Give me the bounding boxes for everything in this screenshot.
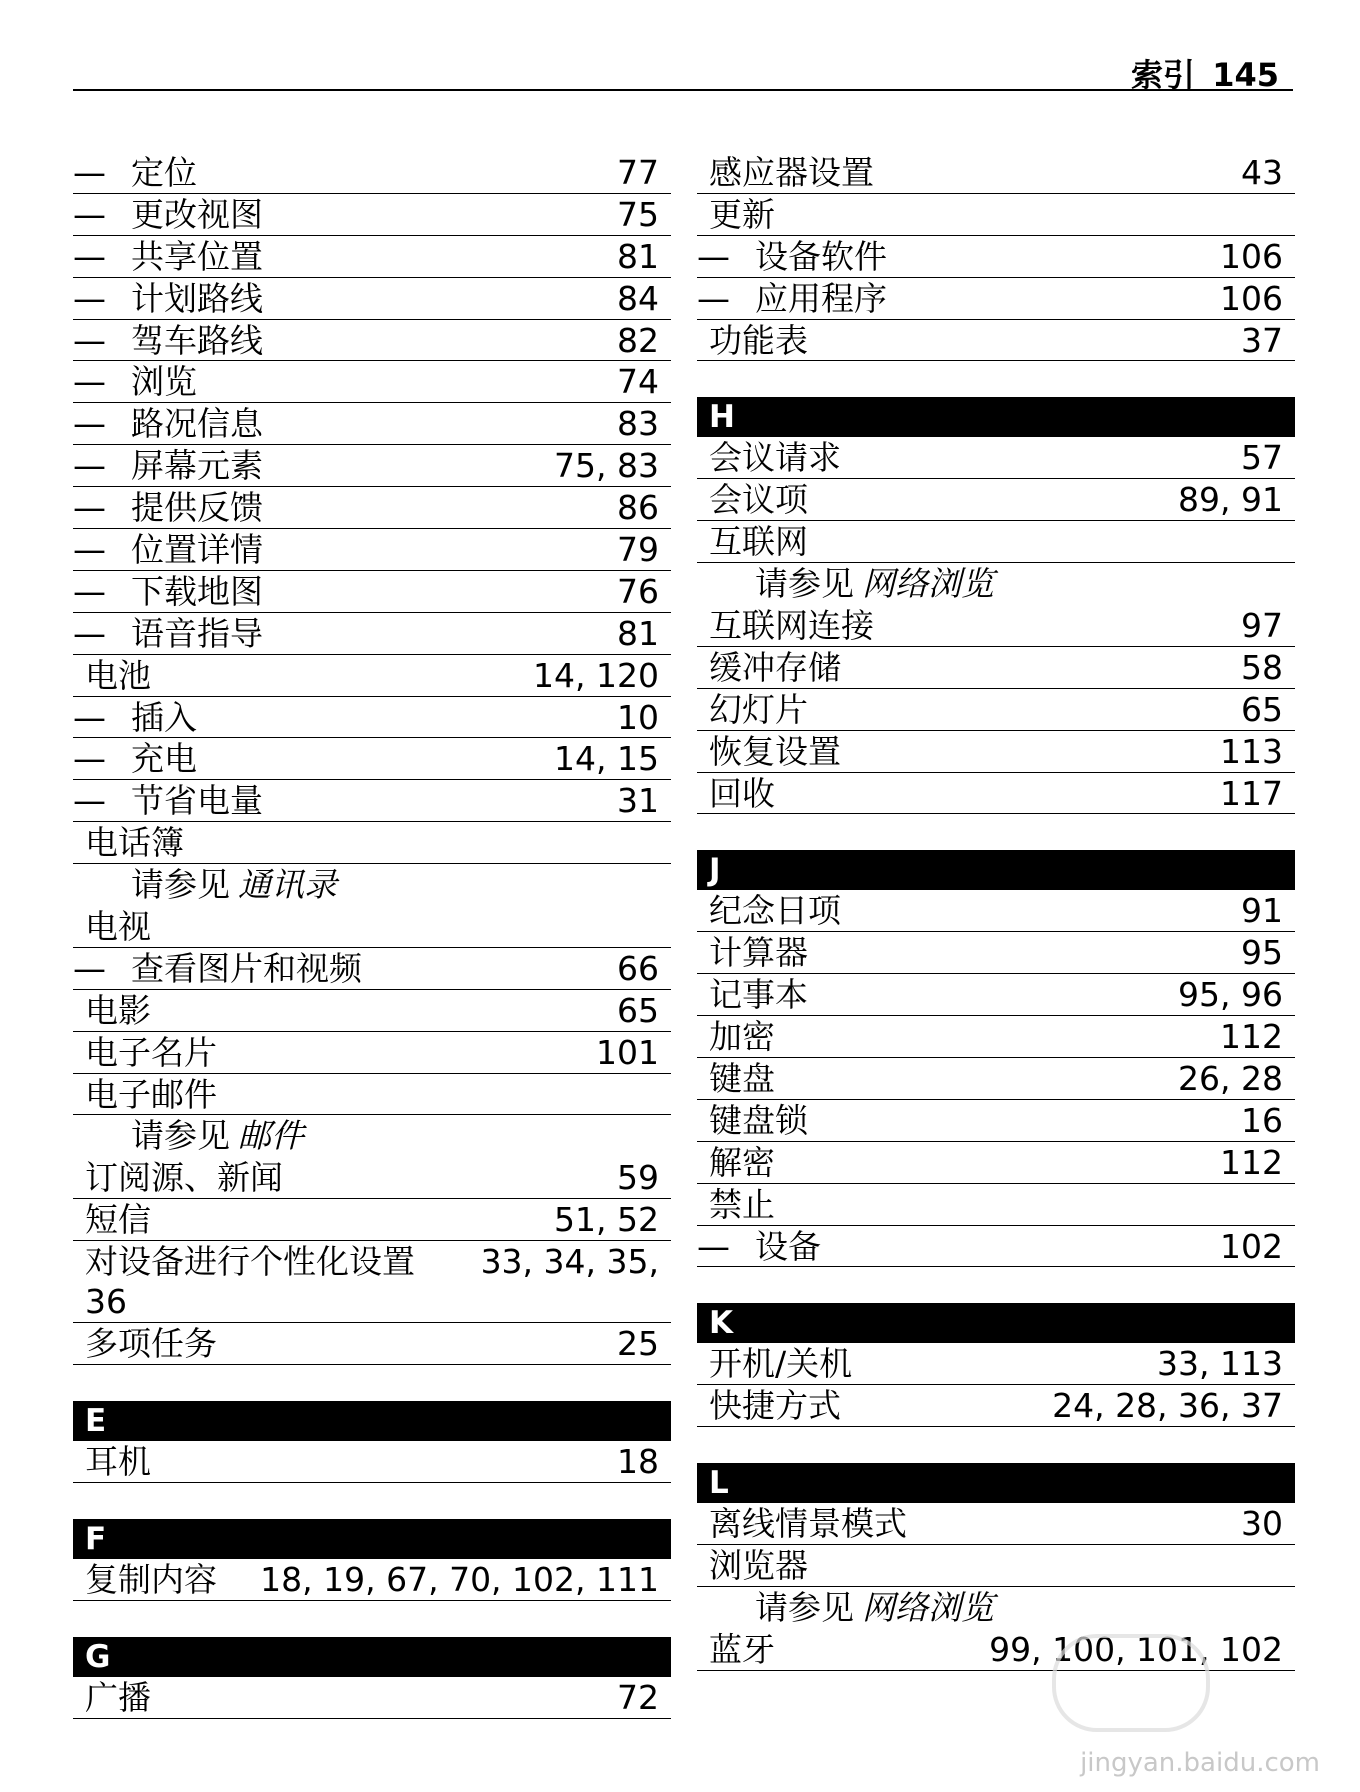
- entry-pages: 58: [1241, 647, 1283, 687]
- entry-term: [73, 738, 197, 779]
- index-subentry: [73, 152, 671, 194]
- entry-term-text: 感应器设置: [709, 153, 874, 192]
- entry-term-text: 禁止: [709, 1184, 775, 1224]
- entry-term-text: 屏幕元素: [131, 446, 263, 486]
- entry-term-text: 查看图片和视频: [131, 948, 362, 988]
- entry-term-text: 幻灯片: [709, 689, 808, 729]
- entry-term-text: 位置详情: [131, 530, 263, 570]
- entry-pages: 77: [617, 153, 659, 192]
- entry-term: [85, 1032, 217, 1073]
- entry-term-text: 节省电量: [131, 781, 263, 821]
- entry-term-text: 互联网: [709, 522, 808, 562]
- subentry-dash: —: [73, 530, 106, 570]
- subentry-dash: —: [73, 739, 106, 779]
- entry-pages: 57: [1241, 438, 1283, 478]
- entry-term: [709, 437, 841, 478]
- see-also-reference: 网络浏览: [862, 1588, 994, 1628]
- entry-term-text: 电池: [85, 655, 151, 695]
- entry-term: [131, 864, 337, 905]
- entry-term-text: 蓝牙: [709, 1629, 775, 1669]
- entry-term-text: 加密: [709, 1017, 775, 1057]
- entry-term-text: 请参见: [131, 1116, 230, 1156]
- index-entry: [697, 1385, 1295, 1427]
- entry-pages: 99, 100, 101, 102: [989, 1629, 1283, 1669]
- entry-term-text: 会议项: [709, 480, 808, 520]
- subentry-dash: —: [73, 446, 106, 486]
- entry-term: [85, 1199, 151, 1240]
- entry-pages: 16: [1241, 1100, 1283, 1140]
- index-subentry: [73, 320, 671, 362]
- entry-pages: 65: [1241, 689, 1283, 729]
- entry-term-text: 浏览器: [709, 1546, 808, 1586]
- entry-term-text: 共享位置: [131, 236, 263, 276]
- entry-term-text: 多项任务: [85, 1324, 217, 1364]
- entry-term: [85, 655, 151, 696]
- subentry-dash: —: [697, 1226, 730, 1266]
- index-subentry: [73, 194, 671, 236]
- entry-pages: 95: [1241, 933, 1283, 973]
- subentry-dash: —: [697, 236, 730, 276]
- see-also-entry: [73, 1115, 671, 1157]
- entry-pages: 106: [1220, 236, 1283, 276]
- index-entry: [73, 655, 671, 697]
- index-entry: [73, 1559, 671, 1601]
- entry-pages: 75, 83: [554, 446, 659, 486]
- entry-term: [85, 822, 184, 863]
- entry-term-text: 计算器: [709, 933, 808, 973]
- entry-term: [73, 571, 263, 612]
- entry-term: [73, 361, 197, 402]
- watermark-text: jingyan.baidu.com: [1080, 1748, 1320, 1778]
- entry-term: [709, 1016, 775, 1057]
- index-entry: [73, 822, 671, 864]
- entry-term: [709, 731, 841, 772]
- entry-term: [73, 613, 263, 654]
- watermark-logo: [1052, 1634, 1210, 1732]
- entry-term-text: 定位: [131, 153, 197, 192]
- entry-term-text: 设备: [755, 1226, 821, 1266]
- index-entry: [73, 1441, 671, 1483]
- index-entry: [697, 605, 1295, 647]
- index-entry: [697, 1545, 1295, 1587]
- entry-pages: 101: [596, 1032, 659, 1072]
- entry-term: [73, 697, 197, 738]
- index-entry: [697, 479, 1295, 521]
- entry-pages: 75: [617, 194, 659, 234]
- index-entry: [73, 1074, 671, 1116]
- subentry-dash: —: [73, 948, 106, 988]
- entry-pages: 95, 96: [1178, 975, 1283, 1015]
- entry-term: [755, 563, 994, 604]
- entry-pages: 86: [617, 488, 659, 528]
- entry-term-text: 耳机: [85, 1442, 151, 1482]
- index-entry: [697, 1100, 1295, 1142]
- entry-pages: 14, 120: [533, 655, 659, 695]
- entry-term-text: 电话簿: [85, 823, 184, 863]
- index-subentry: [697, 278, 1295, 320]
- entry-term-text: 会议请求: [709, 438, 841, 478]
- entry-term: [709, 1343, 852, 1384]
- entry-term-text: 请参见: [755, 1588, 854, 1628]
- entry-pages: 18, 19, 67, 70, 102, 111: [260, 1559, 659, 1599]
- entry-term: [73, 487, 263, 528]
- index-entry: [73, 906, 671, 948]
- entry-term-text: 键盘锁: [709, 1100, 808, 1140]
- entry-term-text: 下载地图: [131, 571, 263, 611]
- index-entry: [73, 1157, 671, 1199]
- entry-pages: 65: [617, 990, 659, 1030]
- index-entry: [73, 1241, 671, 1323]
- entry-term-text: 恢复设置: [709, 731, 841, 771]
- subentry-dash: —: [73, 404, 106, 444]
- index-column-right: [697, 152, 1295, 1671]
- index-subentry: [73, 738, 671, 780]
- page-title: [1125, 50, 1279, 96]
- subentry-dash: —: [73, 236, 106, 276]
- subentry-dash: —: [73, 781, 106, 821]
- entry-pages: 30: [1241, 1504, 1283, 1544]
- entry-term-text: 提供反馈: [131, 488, 263, 528]
- entry-term: [73, 529, 263, 570]
- entry-term: [709, 647, 841, 688]
- entry-term: [73, 236, 263, 277]
- entry-term-text: 复制内容: [85, 1559, 217, 1599]
- index-subentry: [73, 571, 671, 613]
- entry-term: [709, 1503, 907, 1544]
- index-subentry: [73, 403, 671, 445]
- index-entry: [697, 521, 1295, 563]
- index-subentry: [73, 780, 671, 822]
- entry-term: [709, 320, 808, 361]
- entry-term-text: 开机/关机: [709, 1344, 853, 1384]
- see-also-entry: [697, 563, 1295, 605]
- entry-term: [709, 194, 775, 235]
- index-subentry: [73, 361, 671, 403]
- entry-pages: 82: [617, 320, 659, 360]
- index-subentry: [73, 613, 671, 655]
- index-entry: [697, 731, 1295, 773]
- index-entry: [73, 1032, 671, 1074]
- section-letter-band: F: [73, 1519, 671, 1559]
- subentry-dash: —: [73, 697, 106, 737]
- see-also-entry: [73, 864, 671, 906]
- section-letter-band: G: [73, 1637, 671, 1677]
- entry-term: [709, 974, 808, 1015]
- subentry-dash: —: [73, 362, 106, 402]
- entry-term: [85, 1074, 217, 1115]
- entry-term-text: 短信: [85, 1200, 151, 1240]
- entry-term: [73, 278, 263, 319]
- index-title: 索引: [1131, 56, 1196, 94]
- entry-term-text: 更新: [709, 194, 775, 234]
- entry-pages: 112: [1220, 1142, 1283, 1182]
- entry-term-text: 缓冲存储: [709, 647, 841, 687]
- index-entry: [73, 990, 671, 1032]
- index-entry: [73, 1323, 671, 1365]
- entry-term-text: 插入: [131, 697, 197, 737]
- subentry-dash: —: [697, 278, 730, 318]
- subentry-dash: —: [73, 153, 106, 192]
- entry-term: [709, 1058, 775, 1099]
- entry-term: [709, 932, 808, 973]
- see-also-entry: [697, 1587, 1295, 1629]
- entry-term-text: 电子名片: [85, 1032, 217, 1072]
- page-number: 145: [1212, 56, 1279, 94]
- entry-term: [73, 194, 263, 235]
- entry-term: [85, 1241, 485, 1282]
- entry-term-text: 离线情景模式: [709, 1504, 907, 1544]
- entry-term-text: 电视: [85, 907, 151, 947]
- section-letter-band: H: [697, 397, 1295, 437]
- entry-term: [755, 1587, 994, 1628]
- entry-pages: 72: [617, 1677, 659, 1717]
- entry-pages: 26, 28: [1178, 1059, 1283, 1099]
- entry-term-text: 广播: [85, 1677, 151, 1717]
- entry-term: [697, 1226, 821, 1267]
- entry-term: [85, 1441, 151, 1482]
- entry-term-text: 请参见: [755, 564, 854, 604]
- entry-term-text: 互联网连接: [709, 606, 874, 646]
- entry-term: [131, 1115, 304, 1156]
- index-entry: [697, 647, 1295, 689]
- entry-term: [709, 521, 808, 562]
- entry-term: [709, 1142, 775, 1183]
- entry-pages: 79: [617, 530, 659, 570]
- subentry-dash: —: [73, 194, 106, 234]
- entry-term: [709, 773, 775, 814]
- entry-term-text: 对设备进行个性化设置: [85, 1242, 415, 1282]
- entry-term: [709, 890, 841, 931]
- entry-term-text: 驾车路线: [131, 320, 263, 360]
- entry-pages: 113: [1220, 731, 1283, 771]
- entry-term: [709, 1385, 841, 1426]
- entry-pages: 59: [617, 1158, 659, 1198]
- see-also-reference: 通讯录: [238, 865, 337, 905]
- entry-pages: 66: [617, 948, 659, 988]
- entry-term: [709, 1545, 808, 1586]
- entry-pages: 24, 28, 36, 37: [1052, 1386, 1283, 1426]
- entry-term: [709, 479, 808, 520]
- index-subentry: [73, 278, 671, 320]
- subentry-dash: —: [73, 278, 106, 318]
- section-letter-band: L: [697, 1463, 1295, 1503]
- entry-pages: 37: [1241, 320, 1283, 360]
- entry-pages: 33, 34, 35,: [480, 1242, 659, 1282]
- section-letter-band: J: [697, 850, 1295, 890]
- entry-term: [85, 1559, 217, 1600]
- subentry-dash: —: [73, 320, 106, 360]
- entry-term: [73, 948, 362, 989]
- entry-term: [709, 1184, 775, 1225]
- index-subentry: [697, 236, 1295, 278]
- entry-pages: 91: [1241, 891, 1283, 931]
- entry-term: [85, 906, 151, 947]
- index-entry: [73, 1199, 671, 1241]
- entry-term-text: 设备软件: [755, 236, 887, 276]
- entry-pages: 18: [617, 1442, 659, 1482]
- index-entry: [697, 1016, 1295, 1058]
- entry-term-text: 语音指导: [131, 613, 263, 653]
- entry-term: [85, 1323, 217, 1364]
- entry-term: [73, 403, 263, 444]
- subentry-dash: —: [73, 571, 106, 611]
- entry-term-text: 记事本: [709, 975, 808, 1015]
- index-subentry: [697, 1226, 1295, 1268]
- entry-pages: 81: [617, 613, 659, 653]
- entry-term-text: 订阅源、新闻: [85, 1158, 283, 1198]
- index-entry: [697, 1184, 1295, 1226]
- entry-pages: 51, 52: [554, 1200, 659, 1240]
- entry-term-text: 键盘: [709, 1059, 775, 1099]
- index-entry: [697, 152, 1295, 194]
- index-entry: [697, 437, 1295, 479]
- entry-pages: 43: [1241, 153, 1283, 192]
- index-entry: [697, 1503, 1295, 1545]
- see-also-reference: 网络浏览: [862, 564, 994, 604]
- index-entry: [697, 773, 1295, 815]
- entry-term: [73, 445, 263, 486]
- entry-term-text: 路况信息: [131, 404, 263, 444]
- index-subentry: [73, 487, 671, 529]
- entry-term: [697, 236, 887, 277]
- entry-term: [709, 1100, 808, 1141]
- see-also-reference: 邮件: [238, 1116, 304, 1156]
- index-subentry: [73, 529, 671, 571]
- entry-term-text: 请参见: [131, 865, 230, 905]
- entry-pages: 74: [617, 362, 659, 402]
- entry-pages: 106: [1220, 278, 1283, 318]
- index-entry: [697, 689, 1295, 731]
- index-subentry: [73, 445, 671, 487]
- index-entry: [697, 1343, 1295, 1385]
- entry-term-text: 应用程序: [755, 278, 887, 318]
- entry-pages: 117: [1220, 773, 1283, 813]
- entry-pages: 89, 91: [1178, 480, 1283, 520]
- entry-pages: 97: [1241, 606, 1283, 646]
- entry-term-text: 功能表: [709, 320, 808, 360]
- entry-term: [85, 1677, 151, 1718]
- index-entry: [73, 1677, 671, 1719]
- index-entry: [697, 932, 1295, 974]
- index-subentry: [73, 236, 671, 278]
- index-entry: [697, 890, 1295, 932]
- subentry-dash: —: [73, 488, 106, 528]
- entry-term: [73, 780, 263, 821]
- entry-term-text: 计划路线: [131, 278, 263, 318]
- entry-pages: 102: [1220, 1226, 1283, 1266]
- index-subentry: [73, 697, 671, 739]
- entry-term-text: 充电: [131, 739, 197, 779]
- entry-term: [709, 689, 808, 730]
- entry-term: [85, 990, 151, 1031]
- index-entry: [697, 194, 1295, 236]
- index-column-left: [73, 152, 671, 1719]
- entry-term: [73, 320, 263, 361]
- entry-term-text: 更改视图: [131, 194, 263, 234]
- entry-term-text: 电影: [85, 990, 151, 1030]
- entry-term: [709, 152, 874, 193]
- index-entry: [697, 1058, 1295, 1100]
- index-subentry: [73, 948, 671, 990]
- section-letter-band: E: [73, 1401, 671, 1441]
- entry-term: [709, 605, 874, 646]
- entry-term: [73, 152, 197, 193]
- entry-term: [85, 1157, 283, 1198]
- entry-pages: 25: [617, 1324, 659, 1364]
- entry-pages: 33, 113: [1157, 1344, 1283, 1384]
- entry-pages: 31: [617, 781, 659, 821]
- index-entry: [697, 974, 1295, 1016]
- index-entry: [697, 1142, 1295, 1184]
- entry-pages: 83: [617, 404, 659, 444]
- entry-term-text: 回收: [709, 773, 775, 813]
- entry-pages: 14, 15: [554, 739, 659, 779]
- entry-term-text: 浏览: [131, 362, 197, 402]
- page-header: [73, 44, 1293, 94]
- entry-term-text: 快捷方式: [709, 1386, 841, 1426]
- entry-term-text: 解密: [709, 1142, 775, 1182]
- subentry-dash: —: [73, 613, 106, 653]
- entry-pages: 81: [617, 236, 659, 276]
- entry-term: [709, 1629, 775, 1670]
- entry-term-text: 纪念日项: [709, 891, 841, 931]
- entry-pages: 112: [1220, 1017, 1283, 1057]
- index-entry: [697, 320, 1295, 362]
- entry-pages: 10: [617, 697, 659, 737]
- entry-term-text: 电子邮件: [85, 1074, 217, 1114]
- section-letter-band: K: [697, 1303, 1295, 1343]
- entry-pages: 76: [617, 571, 659, 611]
- entry-pages: 84: [617, 278, 659, 318]
- entry-pages-continued: 36: [85, 1282, 127, 1322]
- entry-term: [697, 278, 887, 319]
